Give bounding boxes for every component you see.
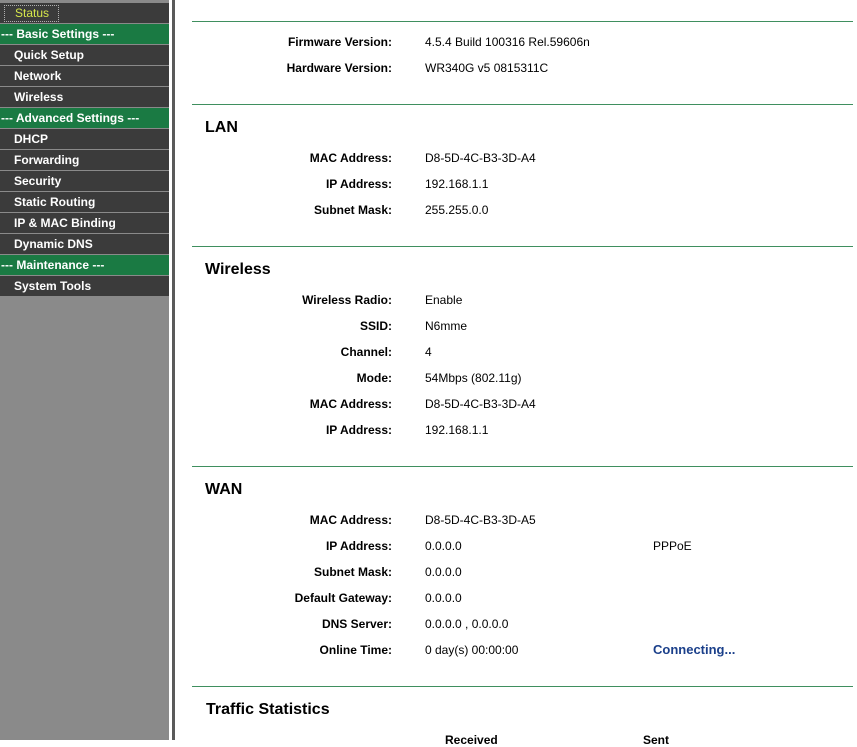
sidebar-item-quick-setup[interactable]: Quick Setup bbox=[0, 45, 169, 65]
sidebar-item-dynamic-dns[interactable]: Dynamic DNS bbox=[0, 234, 169, 254]
wireless-mode-label: Mode: bbox=[356, 371, 392, 385]
wan-ip-value: 0.0.0.0 bbox=[425, 539, 462, 553]
wan-mask-label: Subnet Mask: bbox=[313, 565, 392, 579]
traffic-received-header: Received bbox=[445, 733, 498, 747]
wan-section-title: WAN bbox=[205, 481, 243, 498]
wireless-mac-label: MAC Address: bbox=[309, 397, 392, 411]
sidebar-item-status[interactable] bbox=[0, 3, 169, 23]
lan-mask-value: 255.255.0.0 bbox=[425, 203, 489, 217]
wireless-mode-value: 54Mbps (802.11g) bbox=[425, 371, 522, 385]
firmware-version-label: Firmware Version: bbox=[287, 35, 392, 49]
wan-dns-label: DNS Server: bbox=[321, 617, 392, 631]
traffic-statistics-title: Traffic Statistics bbox=[206, 701, 330, 718]
wireless-channel-value: 4 bbox=[425, 345, 432, 359]
wan-online-time-value: 0 day(s) 00:00:00 bbox=[425, 643, 519, 657]
hardware-version-label: Hardware Version: bbox=[286, 61, 392, 75]
wan-connecting-link[interactable]: Connecting... bbox=[653, 642, 736, 657]
sidebar-item-dhcp[interactable]: DHCP bbox=[0, 129, 169, 149]
sidebar-item-network[interactable]: Network bbox=[0, 66, 169, 86]
section-divider bbox=[192, 104, 853, 105]
sidebar-item-forwarding[interactable]: Forwarding bbox=[0, 150, 169, 170]
sidebar-menu bbox=[0, 0, 169, 740]
firmware-version-value: 4.5.4 Build 100316 Rel.59606n bbox=[425, 35, 590, 49]
wan-dns-value: 0.0.0.0 , 0.0.0.0 bbox=[425, 617, 509, 631]
sidebar-item-system-tools[interactable]: System Tools bbox=[0, 276, 169, 296]
sidebar-item-ip-mac-binding[interactable]: IP & MAC Binding bbox=[0, 213, 169, 233]
lan-mac-value: D8-5D-4C-B3-3D-A4 bbox=[425, 151, 536, 165]
wireless-channel-label: Channel: bbox=[340, 345, 392, 359]
wireless-ip-value: 192.168.1.1 bbox=[425, 423, 489, 437]
section-divider bbox=[192, 466, 853, 467]
wireless-ip-label: IP Address: bbox=[325, 423, 392, 437]
section-divider bbox=[192, 21, 853, 22]
sidebar-group-advanced-settings: --- Advanced Settings --- bbox=[0, 108, 169, 128]
traffic-sent-header: Sent bbox=[643, 733, 670, 747]
wan-gateway-value: 0.0.0.0 bbox=[425, 591, 462, 605]
sidebar-group-maintenance: --- Maintenance --- bbox=[0, 255, 169, 275]
wireless-radio-value: Enable bbox=[425, 293, 463, 307]
wan-online-time-label: Online Time: bbox=[319, 643, 392, 657]
wan-connection-type: PPPoE bbox=[653, 539, 692, 553]
status-content bbox=[175, 0, 857, 747]
sidebar-item-wireless[interactable]: Wireless bbox=[0, 87, 169, 107]
section-divider bbox=[192, 686, 853, 687]
wireless-ssid-value: N6mme bbox=[425, 319, 468, 333]
lan-ip-value: 192.168.1.1 bbox=[425, 177, 489, 191]
lan-mask-label: Subnet Mask: bbox=[313, 203, 392, 217]
lan-mac-label: MAC Address: bbox=[309, 151, 392, 165]
wireless-section-title: Wireless bbox=[205, 261, 271, 278]
hardware-version-value: WR340G v5 0815311C bbox=[425, 61, 549, 75]
sidebar-group-basic-settings: --- Basic Settings --- bbox=[0, 24, 169, 44]
lan-ip-label: IP Address: bbox=[325, 177, 392, 191]
sidebar-item-security[interactable]: Security bbox=[0, 171, 169, 191]
wan-gateway-label: Default Gateway: bbox=[294, 591, 392, 605]
wan-mac-label: MAC Address: bbox=[309, 513, 392, 527]
wan-ip-label: IP Address: bbox=[325, 539, 392, 553]
sidebar-item-label: Status bbox=[4, 5, 59, 22]
wireless-ssid-label: SSID: bbox=[359, 319, 392, 333]
section-divider bbox=[192, 246, 853, 247]
lan-section-title: LAN bbox=[205, 119, 238, 136]
sidebar-item-static-routing[interactable]: Static Routing bbox=[0, 192, 169, 212]
wireless-radio-label: Wireless Radio: bbox=[302, 293, 392, 307]
wan-mac-value: D8-5D-4C-B3-3D-A5 bbox=[425, 513, 536, 527]
wireless-mac-value: D8-5D-4C-B3-3D-A4 bbox=[425, 397, 536, 411]
wan-mask-value: 0.0.0.0 bbox=[425, 565, 462, 579]
